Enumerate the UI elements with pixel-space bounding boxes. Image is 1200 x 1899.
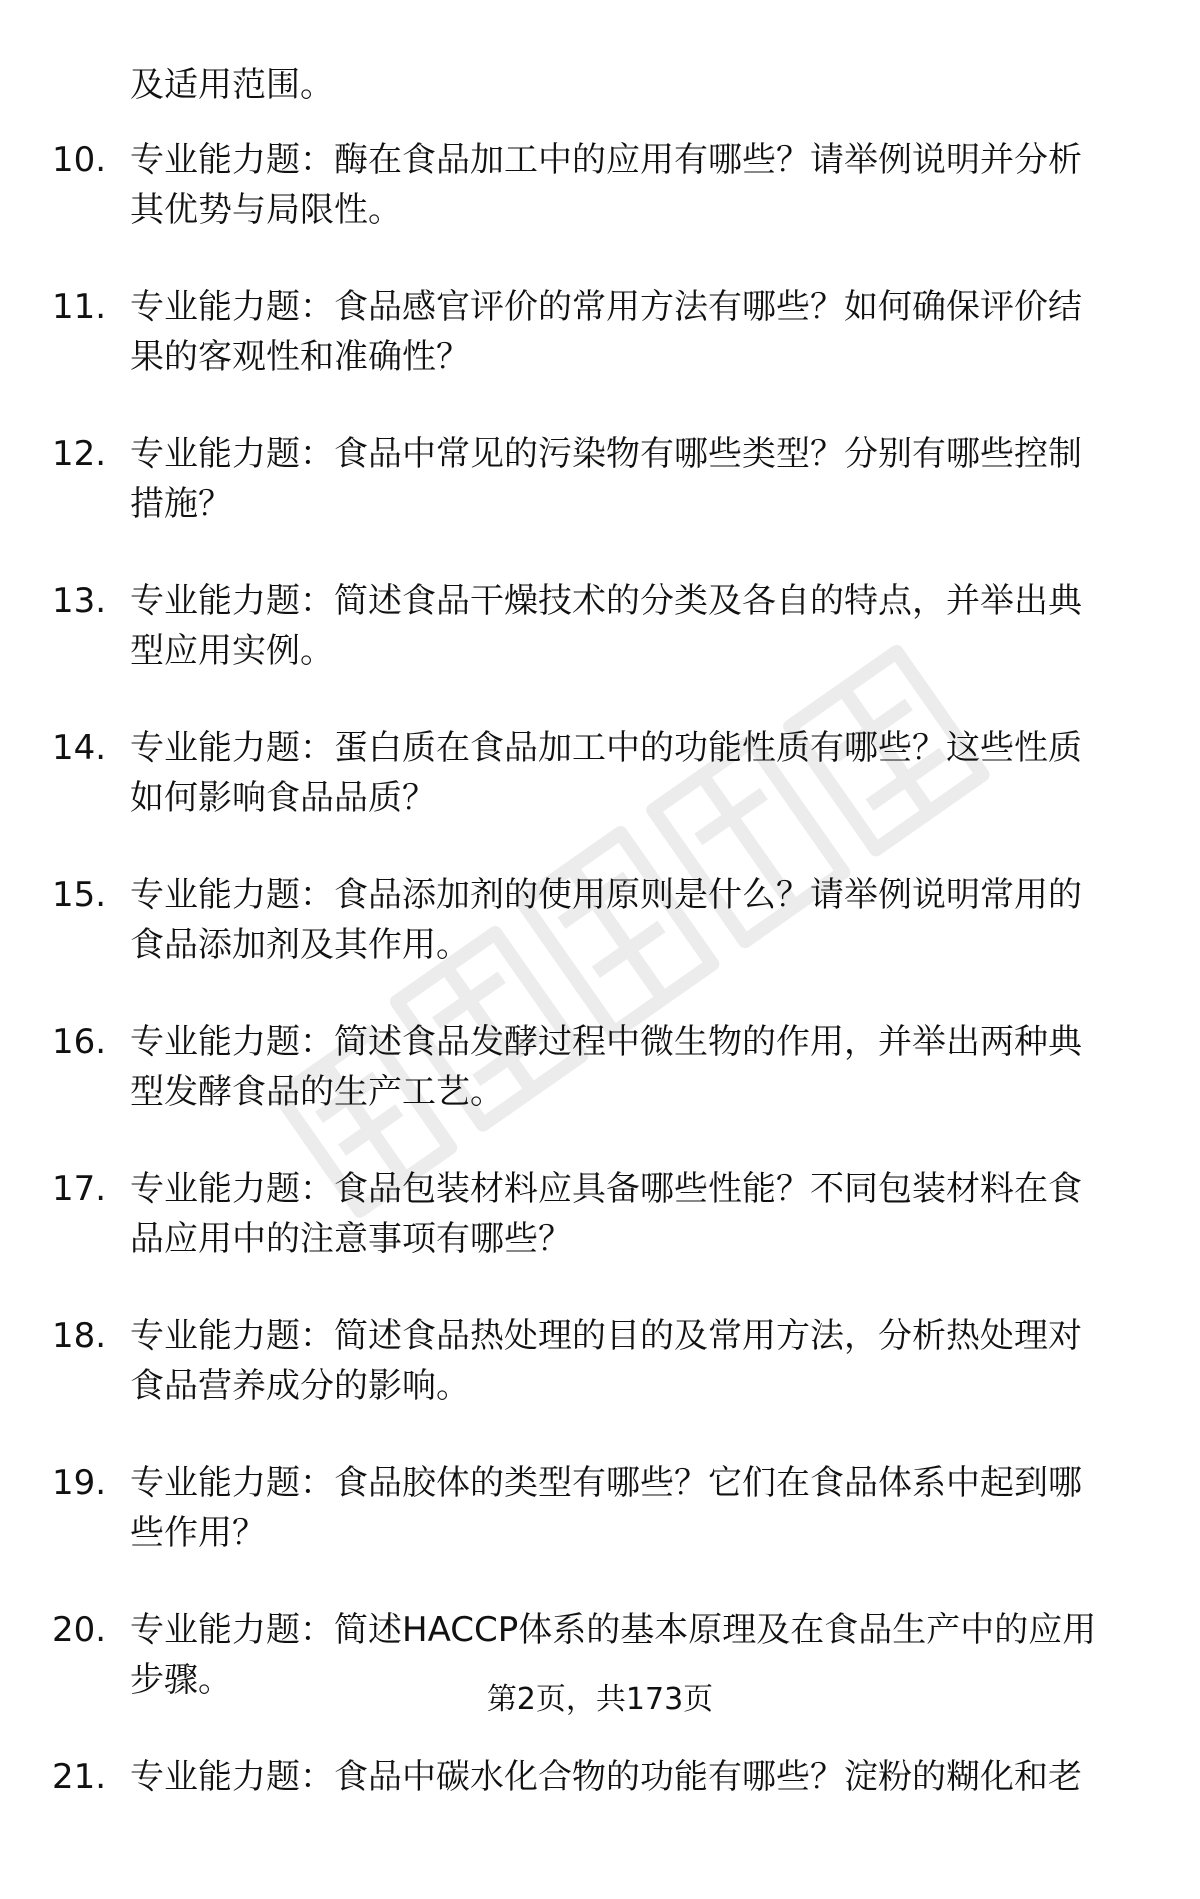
question-item [0,135,1200,282]
question-text-line1: 专业能力题：简述食品干燥技术的分类及各自的特点，并举出典 [130,581,1082,621]
question-number: 16. [52,1022,107,1062]
question-text-line2: 型发酵食品的生产工艺。 [130,1072,504,1112]
question-item [0,1164,1200,1311]
question-item [0,429,1200,576]
question-text-line2: 如何影响食品品质？ [130,778,436,818]
question-number: 14. [52,728,107,768]
question-number: 10. [52,140,107,180]
page-footer: 第2页，共173页 [486,1682,714,1717]
question-text-line1: 专业能力题：简述食品发酵过程中微生物的作用，并举出两种典 [130,1022,1082,1062]
question-text-line2: 食品添加剂及其作用。 [130,925,470,965]
question-list [0,135,1200,1899]
question-number: 20. [52,1610,107,1650]
question-text-line2: 其优势与局限性。 [130,190,402,230]
question-item [0,282,1200,429]
question-text-line2: 型应用实例。 [130,631,334,671]
question-number: 15. [52,875,107,915]
question-number: 18. [52,1316,107,1356]
question-number: 17. [52,1169,107,1209]
question-text-line2: 果的客观性和准确性？ [130,337,470,377]
question-text-line2: 食品营养成分的影响。 [130,1366,470,1406]
question-item [0,576,1200,723]
question-text-line2: 些作用？ [130,1513,266,1553]
question-item [0,1017,1200,1164]
question-text-line1: 专业能力题：食品中常见的污染物有哪些类型？分别有哪些控制 [130,434,1082,474]
question-text-line1: 专业能力题：食品包装材料应具备哪些性能？不同包装材料在食 [130,1169,1082,1209]
question-number: 19. [52,1463,107,1503]
question-text-line1: 专业能力题：食品胶体的类型有哪些？它们在食品体系中起到哪 [130,1463,1082,1503]
question-item [0,870,1200,1017]
question-text-line1: 专业能力题：蛋白质在食品加工中的功能性质有哪些？这些性质 [130,728,1082,768]
question-text-line1: 专业能力题：食品中碳水化合物的功能有哪些？淀粉的糊化和老 [130,1757,1082,1797]
question-text-line1: 专业能力题：食品感官评价的常用方法有哪些？如何确保评价结 [130,287,1082,327]
question-number: 11. [52,287,107,327]
question-text-line1: 专业能力题：食品添加剂的使用原则是什么？请举例说明常用的 [130,875,1082,915]
question-item [0,723,1200,870]
question-text-line2: 品应用中的注意事项有哪些？ [130,1219,572,1259]
question-text-line2: 步骤。 [130,1660,232,1700]
question-item [0,1458,1200,1605]
question-number: 12. [52,434,107,474]
question-text-line1: 专业能力题：简述HACCP体系的基本原理及在食品生产中的应用 [130,1610,1097,1650]
question-text-line2: 措施？ [130,484,232,524]
question-item [0,1311,1200,1458]
question-text-line1: 专业能力题：简述食品热处理的目的及常用方法，分析热处理对 [130,1316,1082,1356]
question-number: 13. [52,581,107,621]
continuation-text: 及适用范围。 [130,65,334,105]
question-text-line1: 专业能力题：酶在食品加工中的应用有哪些？请举例说明并分析 [130,140,1082,180]
question-number: 21. [52,1757,107,1797]
question-item [0,1752,1200,1899]
